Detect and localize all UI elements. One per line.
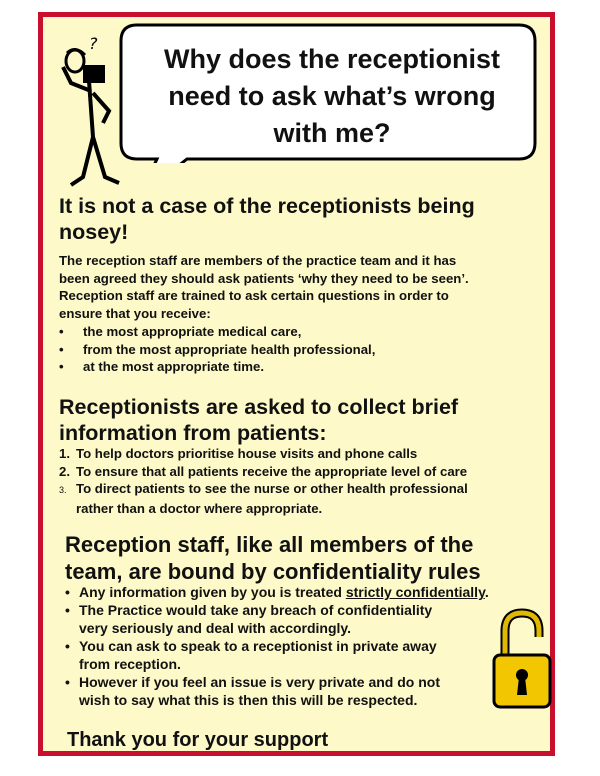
list-item-text: the most appropriate medical care, [83,324,302,339]
bullet-icon: • [65,638,70,654]
svg-text:?: ? [89,34,98,53]
list-number: 2. [59,463,70,479]
bullet-icon: • [59,359,64,374]
list-item-text: To help doctors prioritise house visits and phone calls [76,446,418,461]
list-item-text: at the most appropriate time. [83,359,264,374]
heading-line: information from patients: [59,421,327,445]
bubble-line: need to ask what’s wrong [168,81,496,111]
list-item [65,637,489,673]
bullet-icon: • [59,324,64,339]
list-item [65,583,489,601]
bubble-line: with me? [273,118,391,148]
bubble-question [139,41,525,152]
text-line: However if you feel an issue is very private and do not [79,674,440,690]
poster [38,12,555,756]
heading-line: Reception staff, like all members of the [65,532,474,557]
thank-you-text: Thank you for your support [67,729,329,751]
section1-heading [59,193,475,245]
list-item-text [79,637,437,673]
bullet-icon: • [59,341,64,357]
list-item [65,673,489,709]
paragraph-line: been agreed they should ask patients ‘why they need to be seen’. [59,270,469,286]
underlined-text: strictly confidentially [345,584,485,600]
paragraph-line: ensure that you receive: [59,305,211,321]
heading-line: It is not a case of the receptionists being [59,194,475,218]
list-number: 3. [59,485,67,495]
section1-bullet-list [59,323,375,376]
list-item [59,463,468,481]
list-item [59,341,375,359]
bullet-icon: • [65,602,70,618]
list-number: 1. [59,446,70,461]
section2-heading [59,394,458,446]
list-item [65,601,489,637]
bullet-icon: • [65,584,70,600]
list-item [59,445,468,463]
list-item-text: rather than a doctor where appropriate. [76,500,323,516]
list-item [59,323,375,341]
paragraph-line: Reception staff are trained to ask certain questions in order to [59,288,449,303]
list-item-text: To direct patients to see the nurse or other health professional [76,481,468,496]
text-line: from reception. [79,656,181,672]
section1-paragraph [59,252,469,322]
paragraph-line: The reception staff are members of the practice team and it has [59,253,457,268]
text-run: . [484,584,489,600]
text-line: The Practice would take any breach of confidentiality [79,602,433,618]
heading-line: team, are bound by confidentiality rules [65,559,481,584]
list-item-text: To ensure that all patients receive the appropriate level of care [76,463,468,479]
section3-heading [65,531,481,585]
heading-line: nosey! [59,220,129,244]
list-item-text [79,601,432,637]
list-item-continuation [59,500,468,518]
section2-numbered-list [59,445,468,517]
section3-bullet-list [65,583,489,709]
text-line: very seriously and deal with accordingly. [79,620,352,636]
list-item-text: from the most appropriate health professional, [83,341,376,357]
text-line: You can ask to speak to a receptionist in private away [79,638,437,654]
list-item [59,358,375,376]
list-item-text [79,673,440,709]
bubble-line: Why does the receptionist [163,44,501,74]
bullet-icon: • [65,674,70,690]
text-line: wish to say what this is then this will be respected. [79,692,418,708]
list-item-text [79,583,489,601]
list-item [59,480,468,500]
open-padlock-icon [491,607,553,712]
heading-line: Receptionists are asked to collect brief [59,395,459,419]
text-run: Any information given by you is treated [79,584,346,600]
